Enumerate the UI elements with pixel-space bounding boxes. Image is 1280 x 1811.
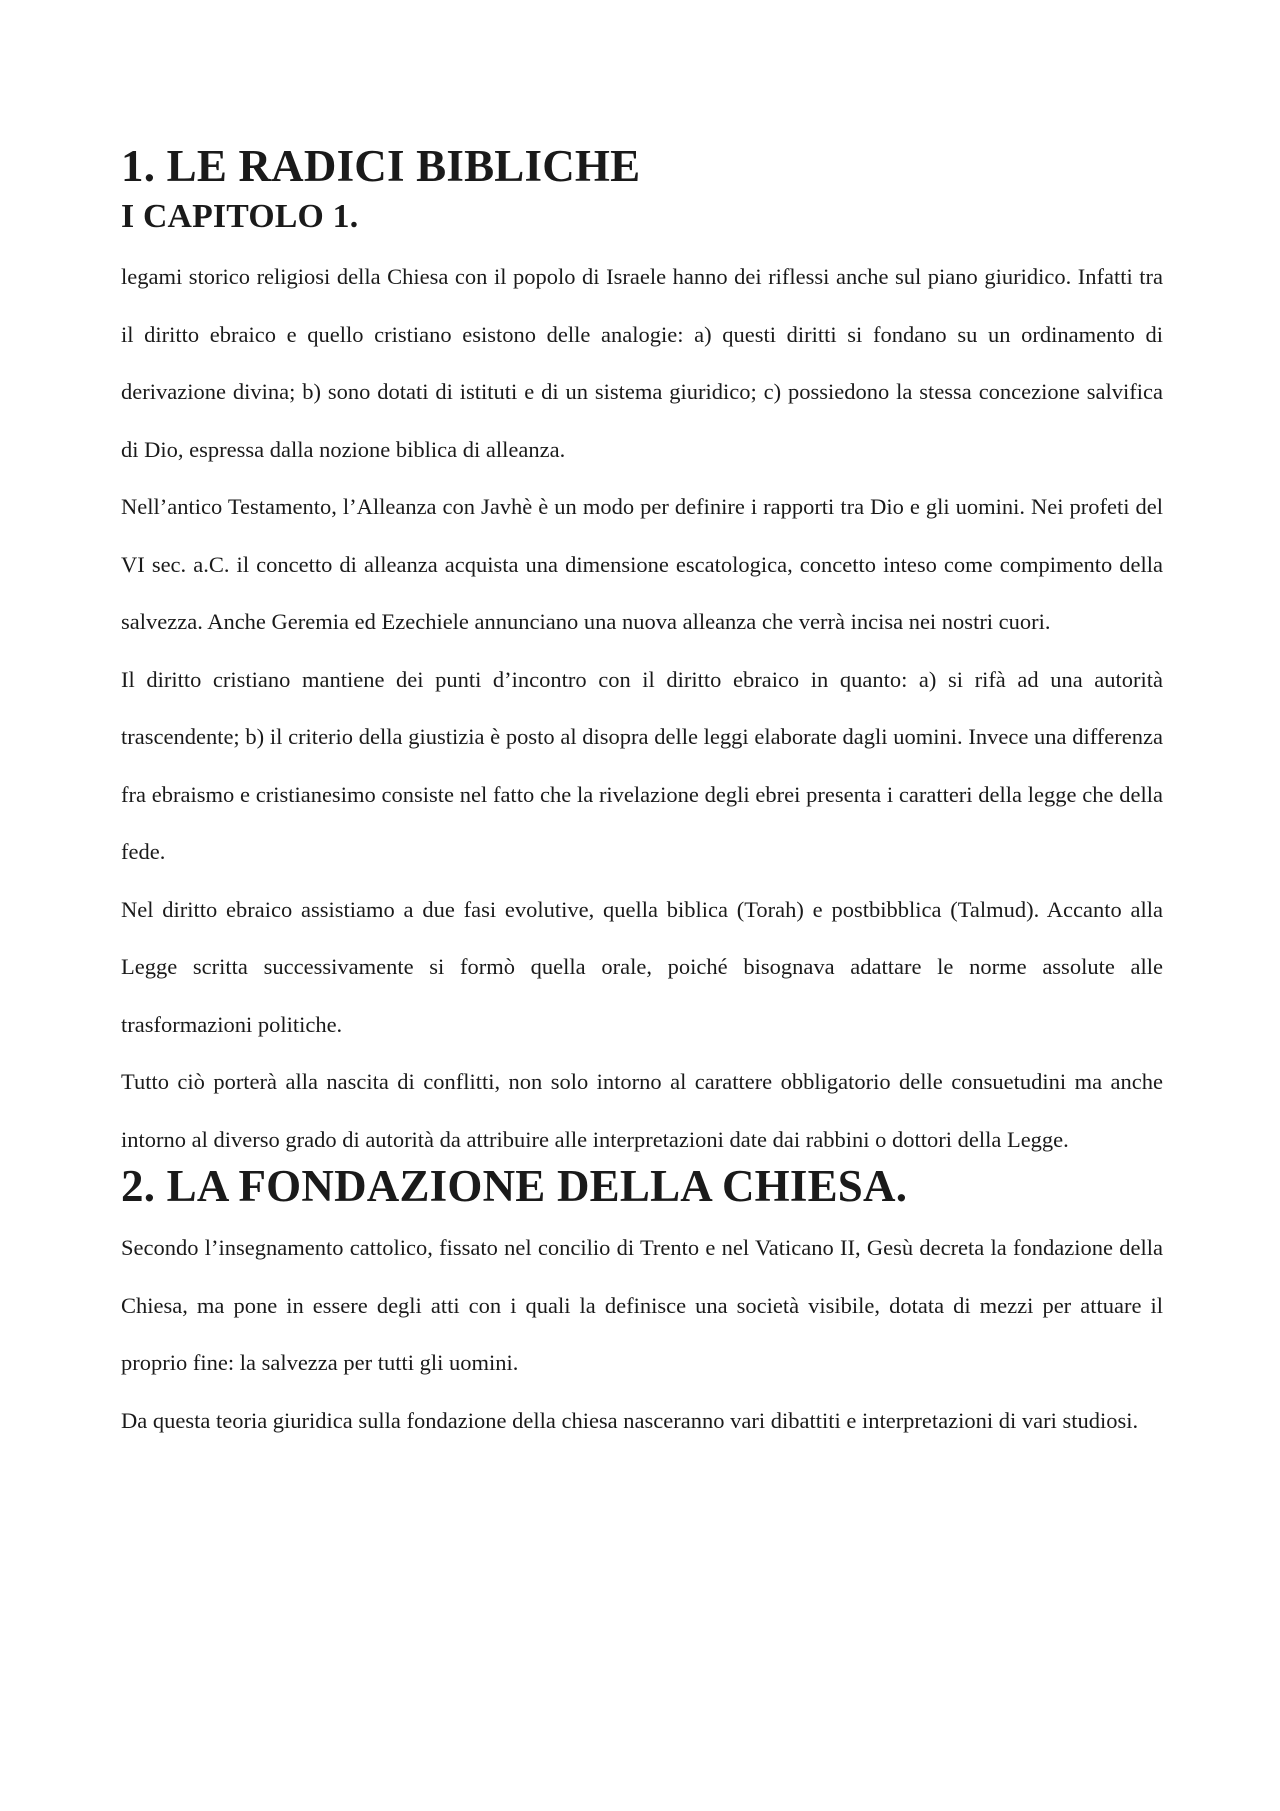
section-2-heading: 2. LA FONDAZIONE DELLA CHIESA. <box>121 1161 908 1211</box>
paragraph-insegnamento-cattolico: Secondo l’insegnamento cattolico, fissato nel concilio di Trento e nel Vaticano II, Gesù decreta la fondazione della Chiesa, ma pone in essere degli atti con i quali la definisce una società visibile, dotata di mezzi per attuare il proprio fine: la salvezza per tutti gli uomini. <box>121 1235 1163 1375</box>
document-body <box>121 141 1163 1449</box>
paragraph-diritto-cristiano: Il diritto cristiano mantiene dei punti d’incontro con il diritto ebraico in quanto: a) si rifà ad una autorità trascendente; b) il criterio della giustizia è posto al disopra delle leggi elaborate dagli uomini. Invece una differenza fra ebraismo e cristianesimo consiste nel fatto che la rivelazione degli ebrei presenta i caratteri della legge che della fede. <box>121 666 1163 864</box>
paragraph-diritto-ebraico: Nel diritto ebraico assistiamo a due fasi evolutive, quella biblica (Torah) e postbibblica (Talmud). Accanto alla Legge scritta successivamente si formò quella orale, poiché bisognava adattare le norme assolute alle trasformazioni politiche. <box>121 896 1163 1037</box>
paragraph-legami: legami storico religiosi della Chiesa con il popolo di Israele hanno dei riflessi anche sul piano giuridico. Infatti tra il diritto ebraico e quello cristiano esistono delle analogie: a) questi diritti si fondano su un ordinamento di derivazione divina; b) sono dotati di istituti e di un sistema giuridico; c) possiedono la stessa concezione salvifica di Dio, espressa dalla nozione biblica di alleanza. <box>121 264 1163 462</box>
paragraph-teoria-giuridica: Da questa teoria giuridica sulla fondazione della chiesa nasceranno vari dibattiti e interpretazioni di vari studiosi. <box>121 1407 1139 1433</box>
paragraph-antico-testamento: Nell’antico Testamento, l’Alleanza con Javhè è un modo per definire i rapporti tra Dio e gli uomini. Nei profeti del VI sec. a.C. il concetto di alleanza acquista una dimensione escatologica, concetto inteso come compimento della salvezza. Anche Geremia ed Ezechiele annunciano una nuova alleanza che verrà incisa nei nostri cuori. <box>121 494 1163 634</box>
section-1-heading: 1. LE RADICI BIBLICHE <box>121 141 641 191</box>
paragraph-conflitti: Tutto ciò porterà alla nascita di conflitti, non solo intorno al carattere obbligatorio delle consuetudini ma anche intorno al diverso grado di autorità da attribuire alle interpretazioni date dai rabbini o dottori della Legge. <box>121 1069 1163 1152</box>
chapter-heading: I CAPITOLO 1. <box>121 198 359 235</box>
